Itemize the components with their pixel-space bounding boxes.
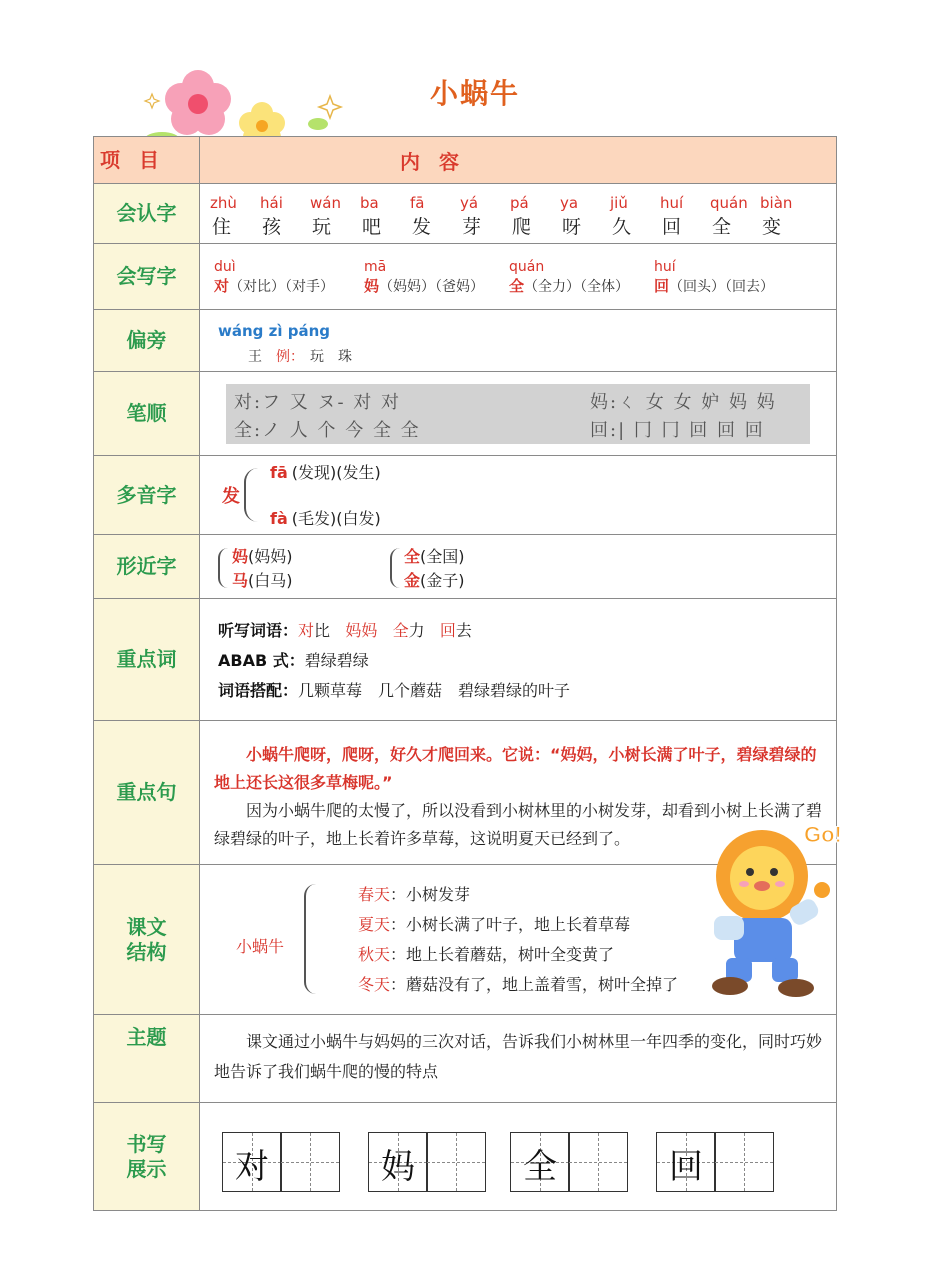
structure-item: 秋天：地上长着蘑菇，树叶全变黄了 <box>358 944 615 964</box>
stroke-line: 对:フ 又 ヌ- 对 对 <box>234 391 402 413</box>
radical-pinyin: wáng zì páng <box>218 321 330 340</box>
header-item: 项 目 <box>94 137 200 184</box>
writing-box-empty <box>426 1132 486 1192</box>
row-label: 重点词 <box>94 599 200 721</box>
pinyin: pá <box>510 194 529 212</box>
character: 孩 <box>262 216 282 238</box>
stroke-line: 全:ノ 人 个 今 全 全 <box>234 419 421 441</box>
row-polyphone <box>94 456 837 535</box>
page-title: 小蜗牛 <box>429 77 520 110</box>
pinyin: ya <box>560 194 579 212</box>
character: 全 <box>712 216 732 238</box>
header-content: 内 容 <box>200 137 837 184</box>
row-label: 主题 <box>94 1015 200 1103</box>
row-writing <box>94 1103 837 1211</box>
row-label: 会认字 <box>94 184 200 244</box>
pinyin: hái <box>260 194 283 212</box>
writing-box: 对 <box>222 1132 282 1192</box>
pinyin: biàn <box>760 194 793 212</box>
character: 爬 <box>512 216 532 238</box>
pinyin: ba <box>360 194 379 212</box>
character: 变 <box>762 216 782 238</box>
lion-sticker-icon <box>700 806 860 1006</box>
pinyin: wán <box>310 194 341 212</box>
radical-example: 王 例： 玩 珠 <box>248 348 352 365</box>
keywords-content <box>200 606 836 714</box>
structure-root: 小蜗牛 <box>236 936 285 956</box>
character: 回 <box>662 216 682 238</box>
pinyin: quán <box>710 194 748 212</box>
character: 住 <box>212 216 232 238</box>
row-recognize <box>94 184 837 244</box>
pinyin: quán <box>509 259 545 275</box>
write-word: 回（回头）（回去） <box>654 277 775 295</box>
pinyin: huí <box>654 259 676 275</box>
writing-box-empty <box>280 1132 340 1192</box>
radical-content <box>200 316 836 366</box>
pinyin: mā <box>364 259 387 275</box>
pinyin: duì <box>214 259 236 275</box>
stroke-order-image <box>226 384 810 444</box>
polyphone-content <box>200 456 836 534</box>
row-label: 书写 展示 <box>94 1103 200 1211</box>
collocation-line: 词语搭配：几颗草莓 几个蘑菇 碧绿碧绿的叶子 <box>218 680 571 700</box>
character: 玩 <box>312 216 332 238</box>
structure-item: 冬天：蘑菇没有了，地上盖着雪，树叶全掉了 <box>358 974 679 994</box>
write-word: 妈（妈妈）（爸妈） <box>364 277 485 295</box>
polyphone-line: fà (毛发)(白发) <box>270 509 381 528</box>
row-write <box>94 244 837 310</box>
key-sentence: 小蜗牛爬呀，爬呀，好久才爬回来。它说：“妈妈，小树长满了叶子，碧绿碧绿的地上还长这很多草梅呢。” <box>214 744 817 792</box>
writing-box-empty <box>714 1132 774 1192</box>
row-label: 重点句 <box>94 721 200 865</box>
row-label: 课文 结构 <box>94 865 200 1015</box>
structure-item: 春天：小树发芽 <box>358 884 471 904</box>
character: 发 <box>412 216 432 238</box>
brace <box>304 884 318 994</box>
row-keywords <box>94 599 837 721</box>
row-label: 偏旁 <box>94 310 200 372</box>
sticker-text: Go! <box>804 822 842 847</box>
dictation-line: 听写词语：对比 妈妈 全力 回去 <box>218 620 472 640</box>
character: 呀 <box>562 216 582 238</box>
abab-line: ABAB 式：碧绿碧绿 <box>218 650 369 670</box>
character: 芽 <box>462 216 482 238</box>
pinyin: yá <box>460 194 479 212</box>
structure-item: 夏天：小树长满了叶子，地上长着草莓 <box>358 914 631 934</box>
row-label: 会写字 <box>94 244 200 310</box>
lesson-table <box>93 136 837 1211</box>
row-radical <box>94 310 837 372</box>
pinyin: huí <box>660 194 684 212</box>
pinyin: zhù <box>210 194 237 212</box>
writing-grid <box>200 1104 836 1210</box>
table-header <box>94 137 837 184</box>
row-label: 笔顺 <box>94 372 200 456</box>
stroke-line: 妈:ㄑ 女 女 妒 妈 妈 <box>590 391 777 413</box>
similar-content: 妈(妈妈) 马(白马) 全(全国) 金(金子) <box>200 536 836 598</box>
write-word: 全（全力）（全体） <box>509 277 630 295</box>
pinyin: jiǔ <box>610 194 628 212</box>
character: 久 <box>612 216 632 238</box>
pinyin: fā <box>410 194 425 212</box>
writing-box: 回 <box>656 1132 716 1192</box>
key-explanation: 因为小蜗牛爬的太慢了，所以没看到小树林里的小树发芽，却看到小树上长满了碧绿碧绿的叶子，地上长着许多草莓，这说明夏天已经到了。 <box>214 800 823 848</box>
write-grid <box>200 251 836 302</box>
theme-text: 课文通过小蜗牛与妈妈的三次对话，告诉我们小树林里一年四季的变化，同时巧妙地告诉了我们蜗牛爬的慢的特点 <box>214 1031 823 1081</box>
row-label: 多音字 <box>94 456 200 535</box>
polyphone-char: 发 <box>222 486 240 507</box>
row-label: 形近字 <box>94 535 200 599</box>
row-stroke <box>94 372 837 456</box>
polyphone-line: fā (发现)(发生) <box>270 463 381 482</box>
row-similar <box>94 535 837 599</box>
recognize-grid <box>200 188 836 239</box>
stroke-line: 回:| 冂 冂 回 回 回 <box>590 419 765 441</box>
writing-box: 全 <box>510 1132 570 1192</box>
brace <box>244 468 260 522</box>
write-word: 对（对比）（对手） <box>214 277 335 295</box>
writing-box: 妈 <box>368 1132 428 1192</box>
character: 吧 <box>362 216 382 238</box>
writing-box-empty <box>568 1132 628 1192</box>
row-theme <box>94 1015 837 1103</box>
